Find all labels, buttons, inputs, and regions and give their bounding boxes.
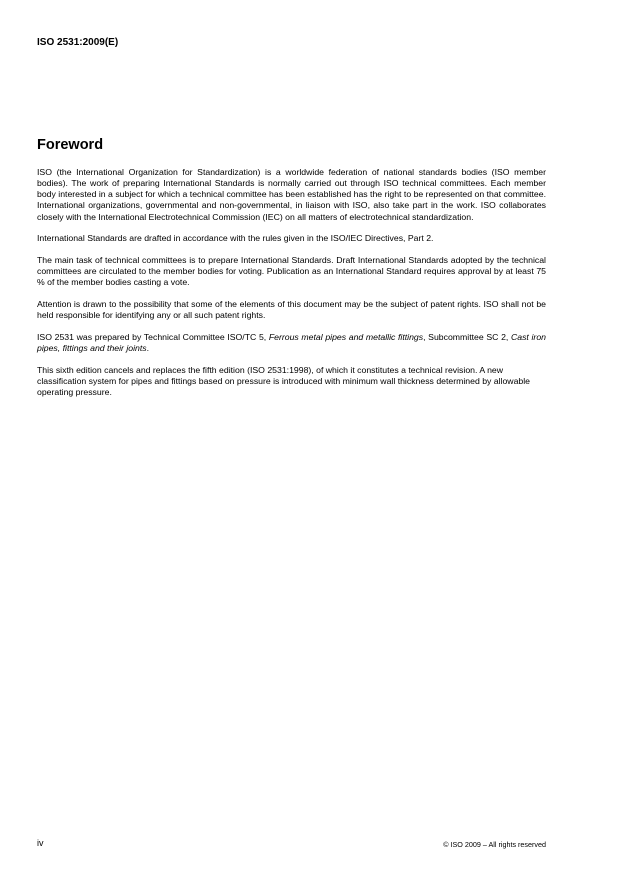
preparation-middle: , Subcommittee SC 2, [423, 331, 511, 342]
paragraph-patent-rights: Attention is drawn to the possibility that some of the elements of this document may be the subject of patent rights. ISO shall not be held responsible for identifying any or all such patent rights. [37, 298, 546, 321]
foreword-body [37, 167, 546, 409]
page-number: iv [37, 838, 44, 848]
section-title: Foreword [37, 137, 104, 153]
copyright-notice: © ISO 2009 – All rights reserved [443, 840, 546, 849]
paragraph-edition-info: This sixth edition cancels and replaces the fifth edition (ISO 2531:1998), of which it constitutes a technical revision. A new classification system for pipes and fittings based on pressure is introduced with minimum wall thickness determined by allowable operating pressure. [37, 364, 531, 397]
tc-title: Ferrous metal pipes and metallic fittings [268, 331, 424, 342]
paragraph-drafting-rules: International Standards are drafted in accordance with the rules given in the ISO/IEC Directives, Part 2. [37, 233, 434, 244]
paragraph-committee-task: The main task of technical committees is to prepare International Standards. Draft International Standards adopted by the technical committees are circulated to the member bodies for voting. Publication as an International Standard requires approval by at least 75 % of the member bodies casting a vote. [37, 254, 546, 288]
preparation-end: . [146, 342, 150, 353]
document-id: ISO 2531:2009(E) [37, 37, 119, 48]
paragraph-preparation [37, 332, 546, 354]
preparation-intro: ISO 2531 was prepared by Technical Committee ISO/TC 5, [37, 331, 269, 342]
paragraph-iso-federation: ISO (the International Organization for Standardization) is a worldwide federation of national standards bodies (ISO member bodies). The work of preparing International Standards is normally carried out through ISO technical committees. Each member body interested in a subject for which a technical committee has been established has the right to be represented on that committee. International organizations, governmental and non-governmental, in liaison with ISO, also take part in the work. ISO collaborates closely with the International Electrotechnical Commission (IEC) on all matters of electrotechnical standardization. [37, 167, 546, 222]
sc-title: Cast iron pipes, fittings and their joints [37, 331, 546, 353]
